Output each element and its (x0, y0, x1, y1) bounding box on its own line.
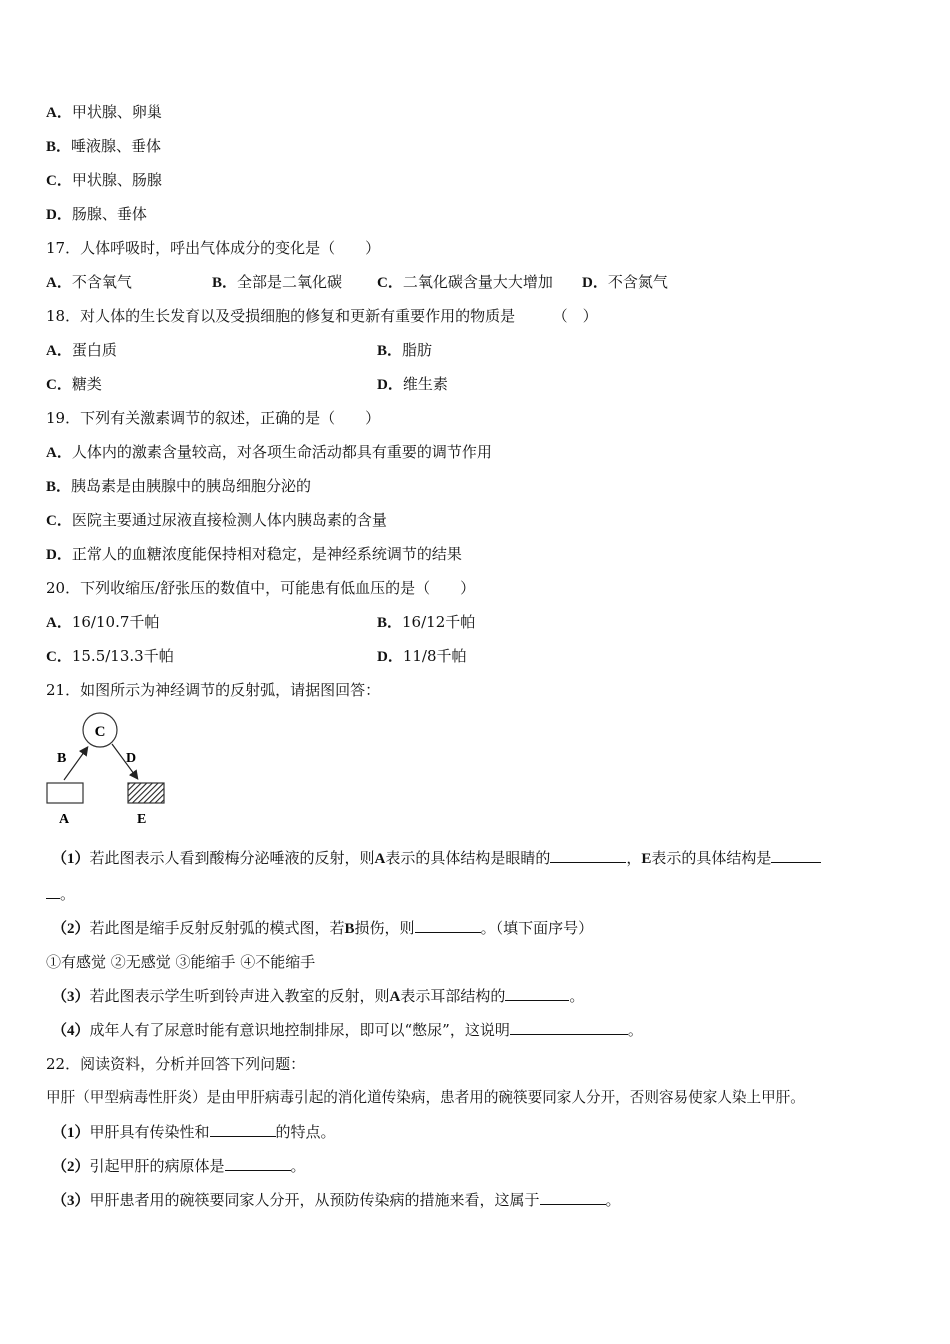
q21-part1 (52, 848, 821, 869)
option-text: 甲状腺、肠腺 (71, 171, 162, 189)
q20-stem: 20．下列收缩压/舒张压的数值中，可能患有低血压的是（ ） (46, 579, 476, 597)
part-number: （3） (52, 1193, 90, 1209)
option-text: 人体内的激素含量较高，对各项生命活动都具有重要的调节作用 (71, 443, 492, 461)
part-text: ， (626, 849, 642, 867)
label-b: B (57, 751, 67, 766)
part-text: 表示的具体结构是 (651, 849, 772, 867)
part-text: 若此图表示人看到酸梅分泌唾液的反射，则 (89, 849, 375, 867)
option-text: 脂肪 (402, 341, 433, 359)
option-text: 16/10.7千帕 (71, 613, 160, 631)
q19-option-c (46, 510, 387, 531)
q16-option-a (46, 102, 162, 123)
part-text: 表示的具体结构是眼睛的 (385, 849, 551, 867)
part-text: 损伤，则 (354, 919, 415, 937)
answer-blank[interactable] (771, 848, 821, 863)
answer-blank[interactable] (550, 848, 626, 863)
part-text: 。 (60, 885, 76, 903)
option-label: A． (46, 615, 72, 631)
inline-label: B (344, 921, 355, 937)
option-label: C． (46, 513, 72, 529)
option-label: D． (582, 275, 608, 291)
q16-option-b (46, 136, 161, 157)
q22-part1 (52, 1122, 336, 1143)
part-text: 引起甲肝的病原体是 (89, 1157, 225, 1175)
q19-stem: 19．下列有关激素调节的叙述，正确的是（ ） (46, 409, 381, 427)
option-text: 蛋白质 (71, 341, 117, 359)
option-text: 唾液腺、垂体 (71, 137, 162, 155)
part-number: （3） (52, 989, 90, 1005)
part-number: （1） (52, 851, 90, 867)
option-text: 二氧化碳含量大大增加 (402, 273, 553, 291)
reflex-arc-diagram (40, 708, 180, 830)
option-label: D． (46, 207, 72, 223)
q22-part3 (52, 1190, 621, 1211)
option-text: 15.5/13.3千帕 (71, 647, 174, 665)
option-label: D． (377, 377, 403, 393)
answer-blank[interactable] (46, 884, 60, 899)
option-label: B． (46, 479, 72, 495)
q20-option-b (377, 612, 475, 633)
option-label: D． (46, 547, 72, 563)
q18-option-d (377, 374, 448, 395)
answer-blank[interactable] (415, 918, 481, 933)
q21-part4 (52, 1020, 643, 1041)
q22-passage: 甲肝（甲型病毒性肝炎）是由甲肝病毒引起的消化道传染病，患者用的碗筷要同家人分开，否则容易使家人染上甲肝。 (46, 1089, 805, 1106)
box-a (47, 783, 83, 803)
q17-option-c (377, 272, 553, 293)
q22-part2 (52, 1156, 306, 1177)
part-number: （2） (52, 1159, 90, 1175)
q18-stem: 18．对人体的生长发育以及受损细胞的修复和更新有重要作用的物质是 （ ） (46, 307, 598, 325)
option-text: 11/8千帕 (402, 647, 467, 665)
option-text: 不含氮气 (607, 273, 668, 291)
option-text: 肠腺、垂体 (71, 205, 147, 223)
answer-blank[interactable] (225, 1156, 291, 1171)
part-text: 。 (290, 1157, 306, 1175)
q20-option-a (46, 612, 159, 633)
q21-part2 (52, 918, 593, 939)
answer-blank[interactable] (540, 1190, 606, 1205)
q17-stem: 17．人体呼吸时，呼出气体成分的变化是（ ） (46, 239, 381, 257)
label-e: E (137, 812, 147, 827)
q18-option-c (46, 374, 102, 395)
answer-blank[interactable] (510, 1020, 628, 1035)
option-label: D． (377, 649, 403, 665)
part-text: 。 (569, 987, 585, 1005)
option-text: 全部是二氧化碳 (237, 273, 343, 291)
part-number: （1） (52, 1125, 90, 1141)
q21-part1-continued (46, 884, 75, 904)
box-e-hatched (128, 783, 164, 803)
part-text: 表示耳部结构的 (400, 987, 506, 1005)
q22-stem: 22．阅读资料，分析并回答下列问题： (46, 1055, 306, 1073)
q21-stem: 21．如图所示为神经调节的反射弧，请据图回答： (46, 681, 381, 699)
option-label: B． (377, 615, 403, 631)
arrow-b (64, 748, 87, 780)
label-a: A (59, 812, 70, 827)
option-label: B． (212, 275, 238, 291)
part-text: 若此图表示学生听到铃声进入教室的反射，则 (89, 987, 390, 1005)
option-text: 医院主要通过尿液直接检测人体内胰岛素的含量 (71, 511, 387, 529)
option-label: A． (46, 105, 72, 121)
part-text: 若此图是缩手反射反射弧的模式图，若 (89, 919, 345, 937)
part-text: 的特点。 (275, 1123, 336, 1141)
option-text: 甲状腺、卵巢 (71, 103, 162, 121)
q18-option-b (377, 340, 432, 361)
option-label: C． (46, 649, 72, 665)
part-text: 成年人有了尿意时能有意识地控制排尿，即可以“憋尿”，这说明 (89, 1021, 510, 1039)
q20-option-d (377, 646, 467, 667)
option-text: 维生素 (402, 375, 448, 393)
option-text: 正常人的血糖浓度能保持相对稳定，是神经系统调节的结果 (71, 545, 462, 563)
q19-option-a (46, 442, 492, 463)
label-c: C (94, 724, 106, 740)
q21-part3 (52, 986, 584, 1007)
part-number: （4） (52, 1023, 90, 1039)
option-text: 胰岛素是由胰腺中的胰岛细胞分泌的 (71, 477, 312, 495)
part-text: 甲肝具有传染性和 (89, 1123, 210, 1141)
part-text: 。 (605, 1191, 621, 1209)
option-text: 16/12千帕 (402, 613, 476, 631)
part-number: （2） (52, 921, 90, 937)
q16-option-d (46, 204, 147, 225)
inline-label: A (374, 851, 386, 867)
q19-option-d (46, 544, 462, 565)
part-text: 。（填下面序号） (480, 919, 594, 937)
option-label: C． (46, 377, 72, 393)
q17-option-d (582, 272, 668, 293)
q17-option-a (46, 272, 132, 293)
inline-label: A (389, 989, 401, 1005)
answer-blank[interactable] (505, 986, 569, 1001)
option-label: C． (377, 275, 403, 291)
option-label: A． (46, 445, 72, 461)
q17-option-b (212, 272, 342, 293)
option-label: C． (46, 173, 72, 189)
label-d: D (126, 751, 137, 766)
option-text: 不含氧气 (71, 273, 132, 291)
option-text: 糖类 (71, 375, 102, 393)
inline-label: E (641, 851, 652, 867)
q21-part2-choices: ①有感觉 ②无感觉 ③能缩手 ④不能缩手 (46, 953, 316, 971)
q16-option-c (46, 170, 162, 191)
option-label: A． (46, 343, 72, 359)
part-text: 。 (627, 1021, 643, 1039)
q20-option-c (46, 646, 174, 667)
part-text: 甲肝患者用的碗筷要同家人分开，从预防传染病的措施来看，这属于 (89, 1191, 540, 1209)
option-label: A． (46, 275, 72, 291)
q19-option-b (46, 476, 311, 497)
option-label: B． (46, 139, 72, 155)
option-label: B． (377, 343, 403, 359)
answer-blank[interactable] (210, 1122, 276, 1137)
q18-option-a (46, 340, 117, 361)
